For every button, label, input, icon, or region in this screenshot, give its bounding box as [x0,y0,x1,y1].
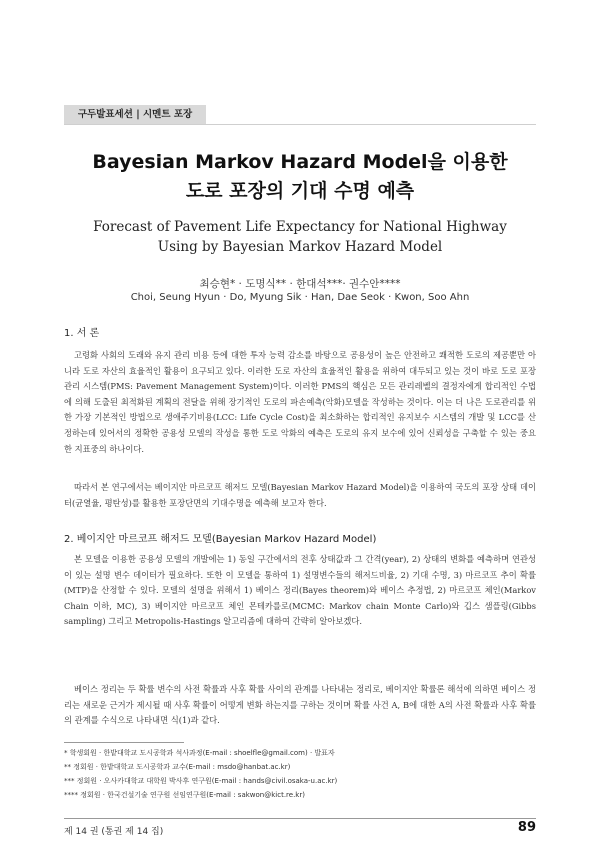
introduction-paragraph-1: 고령화 사회의 도래와 유지 관리 비용 등에 대한 투자 능력 감소를 바탕으로 공용성이 높은 안전하고 쾌적한 도로의 제공뿐만 아니라 도로 자산의 효율적인 활용이 요구되고 있다. 이러한 도로 자산의 효율적인 활용을 위하여 대두되고 있는 것이 바로 도로 포장 관리 시스템(PMS: Pavement Management System)이다. 이러한 PMS의 핵심은 모든 관리레벨의 결정자에게 합리적인 수법에 의해 도출된 최적화된 계획의 전달을 위해 장기적인 도로의 파손예측(악화)모델을 작성하는 것이다. 이는 더 나은 도로관리를 위한 가장 기본적인 방법으로 생애주기비용(LCC: Life Cycle Cost)을 최소화하는 합리적인 유지보수 시스템의 개발 및 LCC를 산정하는데 있어서의 정확한 공용성 모델의 작성을 통한 도로 악화의 예측은 도로의 유지 보수에 있어 신뢰성을 구축할 수 있는 중요한 지표중의 하나이다. [64,350,536,454]
authors-korean: 최승현* · 도명식** · 한대석***· 권수안**** [199,278,401,290]
model-paragraph-2: 베이스 정리는 두 확률 변수의 사전 확률과 사후 확률 사이의 관계를 나타내는 정리로, 베이지안 확률론 해석에 의하면 베이스 정리는 새로운 근거가 제시될 때 사후 확률이 어떻게 변화 하는지를 구하는 것이며 확률 사건 A, B에 대한 A의 사전 확률과 사후 확률의 관계를 수식으로 나타내면 식(1)과 같다. [64,684,536,726]
footnote-3: *** 정회원 · 오사카대학교 대학원 박사후 연구원(E-mail : hands@civil.osaka-u.ac.kr) [64,777,338,785]
session-tag: 구두발표세션 | 시멘트 포장 [64,105,206,124]
section-heading-model: 2. 베이지안 마르코프 해저드 모델(Bayesian Markov Hazard Model) [64,534,377,545]
english-title-line-2: Using by Bayesian Markov Hazard Model [157,239,443,255]
section-heading-introduction: 1. 서 론 [64,328,100,339]
model-paragraph-1: 본 모델을 이용한 공용성 모델의 개발에는 1) 동일 구간에서의 전후 상태값과 그 간격(year), 2) 상태의 변화를 예측하며 연관성이 있는 설명 변수 데이터가 필요하다. 또한 이 모델을 통하여 1) 설명변수들의 해저드비율, 2) 기대 수명, 3) 마르코프 추이 확률(MTP)을 산정할 수 있다. 모델의 설명을 위해서 1) 베이스 정리(Bayes theorem)와 베이스 추정법, 2) 마르코프 체인(Markov Chain 이하, MC), 3) 베이지안 마르코프 체인 몬테카를로(MCMC: Markov chain Monte Carlo)와 깁스 샘플링(Gibbs sampling) 그리고 Metropolis-Hastings 알고리즘에 대하여 간략히 알아보겠다. [64,554,536,627]
footnote-1: * 학생회원 · 한밭대학교 도시공학과 석사과정(E-mail : shoelfle@gmail.com) · 발표자 [64,749,335,757]
footnote-divider [64,742,184,743]
journal-issue: 제 14 권 (통권 제 14 집) [64,827,164,837]
footnote-2: ** 정회원 · 한밭대학교 도시공학과 교수(E-mail : msdo@hanbat.ac.kr) [64,763,291,771]
page-number: 89 [517,820,536,835]
footnote-4: **** 정회원 · 한국건설기술 연구원 선임연구원(E-mail : sakwon@kict.re.kr) [64,791,305,799]
korean-title-line-2: 도로 포장의 기대 수명 예측 [185,180,415,202]
authors-english: Choi, Seung Hyun · Do, Myung Sik · Han, Dae Seok · Kwon, Soo Ahn [130,292,470,303]
header-divider [64,124,536,125]
footer-divider [64,818,536,819]
korean-title-line-1: Bayesian Markov Hazard Model을 이용한 [92,151,508,173]
introduction-paragraph-2: 따라서 본 연구에서는 베이지안 마르코프 해저드 모델(Bayesian Markov Hazard Model)을 이용하여 국도의 포장 상태 데이터(균열율, 평탄성)를 활용한 포장단면의 기대수명을 예측해 보고자 한다. [64,482,536,508]
english-title-line-1: Forecast of Pavement Life Expectancy for National Highway [93,219,507,235]
